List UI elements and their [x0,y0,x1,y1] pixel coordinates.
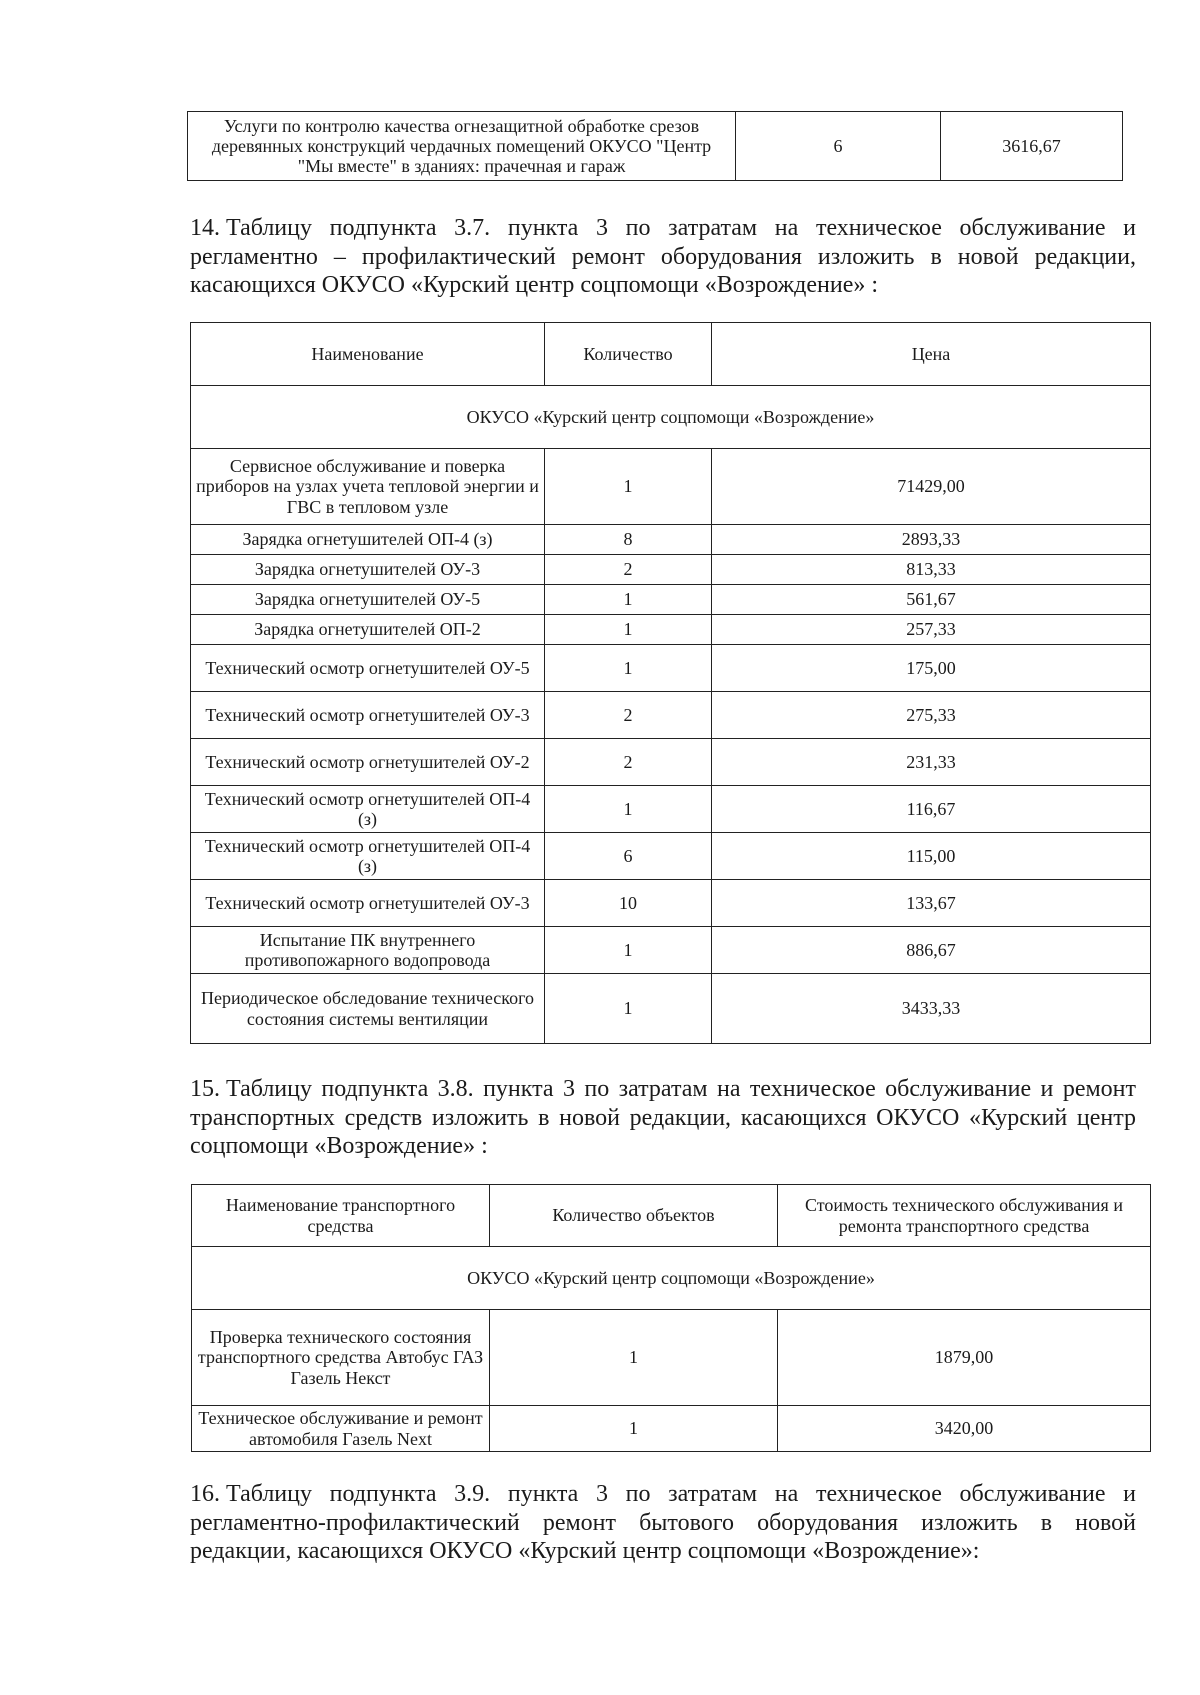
cell-name: Техническое обслуживание и ремонт автомобиля Газель Next [192,1406,490,1452]
cell-name: Сервисное обслуживание и поверка приборов на узлах учета тепловой энергии и ГВС в тепловом узле [191,449,545,525]
paragraph-14 [190,214,1136,300]
header-name: Наименование [191,323,545,386]
cell-price: 3420,00 [778,1406,1151,1452]
cell-name: Проверка технического состояния транспортного средства Автобус ГАЗ Газель Некст [192,1310,490,1406]
cell-price: 275,33 [712,692,1151,739]
table-row [191,645,1151,692]
cell-name: Технический осмотр огнетушителей ОУ-3 [191,880,545,927]
cell-price: 2893,33 [712,525,1151,555]
paragraph-15 [190,1075,1136,1161]
cell-name: Испытание ПК внутреннего противопожарного водопровода [191,927,545,974]
cell-price: 116,67 [712,786,1151,833]
table-row [191,833,1151,880]
cell-name: Зарядка огнетушителей ОУ-5 [191,585,545,615]
table-row [191,615,1151,645]
cell-price: 175,00 [712,645,1151,692]
cell-qty: 2 [545,739,712,786]
cell-name: Технический осмотр огнетушителей ОУ-2 [191,739,545,786]
table-row [191,555,1151,585]
cell-qty: 1 [545,585,712,615]
cell-qty: 1 [545,927,712,974]
paragraph-16 [190,1480,1136,1566]
cell-price: 231,33 [712,739,1151,786]
cell-qty: 2 [545,692,712,739]
table-row [191,927,1151,974]
cell-price: 3616,67 [941,112,1123,181]
paragraph-text: Таблицу подпункта 3.7. пункта 3 по затратам на техническое обслуживание и регламентно – профилактический ремонт оборудования изложить в новой редакции, касающихся ОКУСО «Курский центр соцпомощи «Возрождение» : [190,215,1136,298]
table-row [191,974,1151,1044]
table-row [191,786,1151,833]
table-row [191,739,1151,786]
cell-name: Зарядка огнетушителей ОП-2 [191,615,545,645]
table-row [191,585,1151,615]
cell-price: 561,67 [712,585,1151,615]
paragraph-text: Таблицу подпункта 3.9. пункта 3 по затратам на техническое обслуживание и регламентно-профилактический ремонт бытового оборудования изложить в новой редакции, касающихся ОКУСО «Курский центр соцпомощи «Возрождение»: [190,1481,1136,1564]
table-row [191,525,1151,555]
cell-qty: 2 [545,555,712,585]
org-row [191,386,1151,449]
cell-qty: 1 [490,1310,778,1406]
header-row [192,1185,1151,1247]
cell-qty: 1 [545,974,712,1044]
cell-qty: 1 [545,449,712,525]
org-name: ОКУСО «Курский центр соцпомощи «Возрождение» [191,386,1151,449]
cell-price: 886,67 [712,927,1151,974]
org-name: ОКУСО «Курский центр соцпомощи «Возрождение» [192,1247,1151,1310]
cell-name: Технический осмотр огнетушителей ОУ-5 [191,645,545,692]
table-row [192,1406,1151,1452]
cell-price: 1879,00 [778,1310,1151,1406]
paragraph-number: 14. [190,215,220,241]
table-row [188,112,1123,181]
cell-name: Технический осмотр огнетушителей ОП-4 (з) [191,786,545,833]
cell-price: 813,33 [712,555,1151,585]
cell-price: 71429,00 [712,449,1151,525]
cell-name: Технический осмотр огнетушителей ОП-4 (з) [191,833,545,880]
cell-name: Зарядка огнетушителей ОП-4 (з) [191,525,545,555]
table-row [192,1310,1151,1406]
header-price: Стоимость технического обслуживания и ремонта транспортного средства [778,1185,1151,1247]
top-table [187,111,1123,181]
transport-table [191,1184,1151,1452]
cell-name: Периодическое обследование технического состояния системы вентиляции [191,974,545,1044]
cell-name: Зарядка огнетушителей ОУ-3 [191,555,545,585]
cell-qty: 1 [545,645,712,692]
cell-qty: 1 [545,786,712,833]
cell-price: 257,33 [712,615,1151,645]
cell-name: Технический осмотр огнетушителей ОУ-3 [191,692,545,739]
table-row [191,449,1151,525]
cell-qty: 10 [545,880,712,927]
maintenance-table [190,322,1151,1044]
cell-price: 133,67 [712,880,1151,927]
paragraph-text: Таблицу подпункта 3.8. пункта 3 по затратам на техническое обслуживание и ремонт транспортных средств изложить в новой редакции, касающихся ОКУСО «Курский центр соцпомощи «Возрождение» : [190,1076,1136,1159]
paragraph-number: 16. [190,1481,220,1507]
header-price: Цена [712,323,1151,386]
cell-qty: 6 [736,112,941,181]
cell-price: 115,00 [712,833,1151,880]
paragraph-number: 15. [190,1076,220,1102]
cell-qty: 8 [545,525,712,555]
org-row [192,1247,1151,1310]
cell-qty: 1 [545,615,712,645]
table-row [191,692,1151,739]
header-name: Наименование транспортного средства [192,1185,490,1247]
cell-name: Услуги по контролю качества огнезащитной обработке срезов деревянных конструкций чердачных помещений ОКУСО "Центр "Мы вместе" в зданиях: прачечная и гараж [188,112,736,181]
table-row [191,880,1151,927]
cell-price: 3433,33 [712,974,1151,1044]
header-qty: Количество [545,323,712,386]
cell-qty: 1 [490,1406,778,1452]
cell-qty: 6 [545,833,712,880]
header-row [191,323,1151,386]
header-qty: Количество объектов [490,1185,778,1247]
